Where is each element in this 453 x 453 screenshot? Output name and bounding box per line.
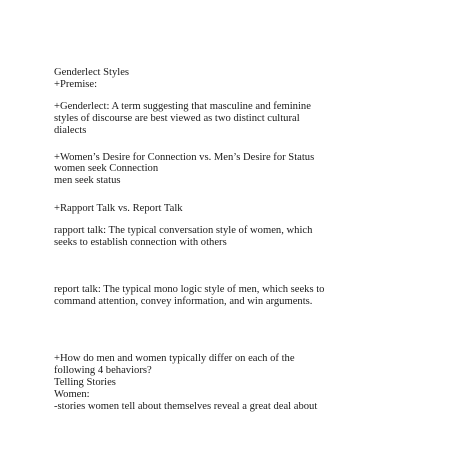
behaviors-question-line-2: following 4 behaviors?: [54, 365, 152, 376]
report-talk-line-1: report talk: The typical mono logic style of men, which seeks to: [54, 284, 325, 295]
women-label: Women:: [54, 389, 90, 400]
women-seek-line: women seek Connection: [54, 163, 159, 174]
genderlect-definition-line-3: dialects: [54, 125, 87, 136]
report-talk-line-2: command attention, convey information, and win arguments.: [54, 296, 313, 307]
rapport-report-heading: +Rapport Talk vs. Report Talk: [54, 203, 183, 214]
behaviors-question-line-1: +How do men and women typically differ on each of the: [54, 353, 295, 364]
connection-status-heading: +Women’s Desire for Connection vs. Men’s Desire for Status: [54, 152, 315, 163]
men-seek-line: men seek status: [54, 175, 121, 186]
stories-women-line: -stories women tell about themselves reveal a great deal about: [54, 401, 318, 412]
genderlect-definition-line-1: +Genderlect: A term suggesting that masculine and feminine: [54, 101, 311, 112]
document-title: Genderlect Styles: [54, 67, 130, 78]
rapport-talk-line-2: seeks to establish connection with others: [54, 237, 227, 248]
telling-stories-heading: Telling Stories: [54, 377, 116, 388]
premise-heading: +Premise:: [54, 79, 98, 90]
genderlect-definition-line-2: styles of discourse are best viewed as two distinct cultural: [54, 113, 300, 124]
rapport-talk-line-1: rapport talk: The typical conversation style of women, which: [54, 225, 313, 236]
